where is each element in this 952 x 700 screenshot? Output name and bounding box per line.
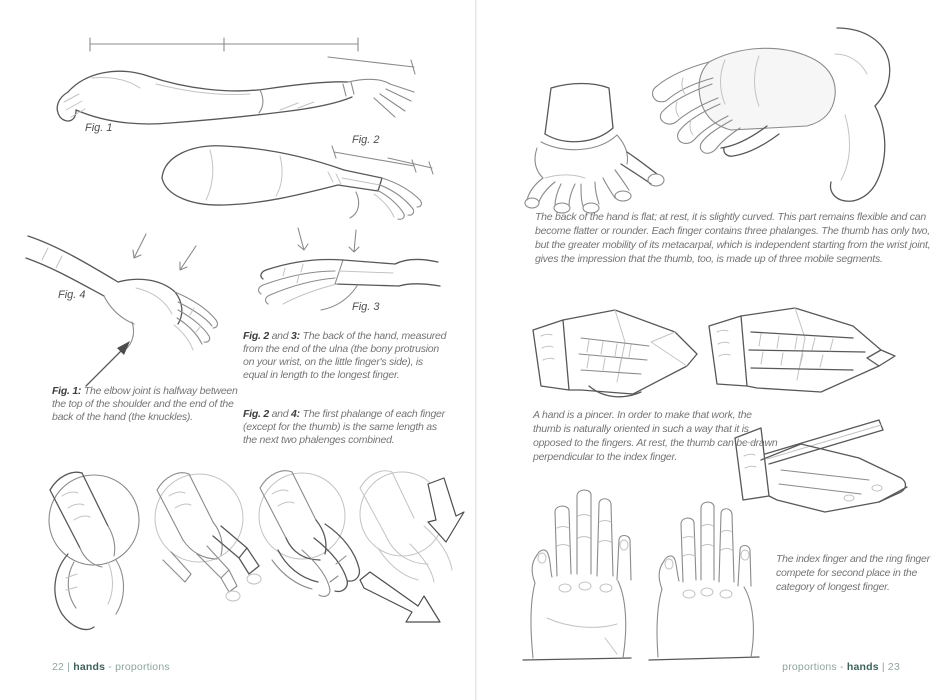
footer-right: [782, 661, 900, 673]
paragraph-back-of-hand: The back of the hand is flat; at rest, it is slightly curved. This part remains flexible and can become flatter or rounder. Each finger contains three phalanges. The thumb has only two, but the greater mobility of its metacarpal, which is independent starting from the wrist joint, gives the impression that the thumb, too, is made up of three mobile segments.: [535, 211, 931, 265]
caption-fig2-3: [243, 330, 448, 382]
caption-fig1-text: The elbow joint is halfway between the top of the shoulder and the end of the back of the hand (the knuckles).: [52, 385, 238, 423]
caption-fig2-4-ref2: 4:: [291, 408, 300, 420]
caption-fig2-3-and: and: [268, 330, 292, 342]
footer-right-chapter: hands: [846, 661, 879, 673]
faceted-hand-sketch-right: [703, 296, 899, 414]
fig4-hand-sketch: [26, 220, 234, 398]
footer-left-page-number: 22 |: [52, 661, 74, 673]
caption-fig2-4: [243, 408, 448, 447]
caption-fig2-4-ref1: Fig. 2: [243, 408, 269, 420]
paragraph-longest-finger: The index finger and the ring finger compete for second place in the category of longest finger.: [776, 553, 930, 593]
caption-fig2-4-and: and: [268, 408, 292, 420]
fig3-hand-sketch: [206, 226, 440, 328]
footer-left-section: - proportions: [105, 661, 170, 673]
caption-fig1-ref: Fig. 1:: [52, 385, 82, 397]
footer-left: [52, 661, 170, 673]
caption-fig2-3-ref1: Fig. 2: [243, 330, 269, 342]
faceted-hand-sketch-left: [529, 296, 711, 414]
caption-fig2-3-text: The back of the hand, measured from the end of the ulna (the bony protrusion on your wrist, on the little finger's side), is equal in length to the longest finger.: [243, 330, 447, 381]
hand-construction-sequence-sketch: [30, 460, 448, 665]
page-left: [0, 0, 475, 700]
footer-right-section: proportions -: [782, 661, 847, 673]
fig2-label: Fig. 2: [352, 134, 380, 146]
paragraph-pincer: A hand is a pincer. In order to make that work, the thumb is naturally oriented in such a way that it is opposed to the fingers. At rest, the thumb can be drawn perpendicular to the index finger.: [533, 409, 778, 463]
fig4-label: Fig. 4: [58, 289, 86, 301]
fig3-label: Fig. 3: [352, 301, 380, 313]
caption-fig2-4-text: The first phalange of each finger (except for the thumb) is the same length as the next two phalenges combined.: [243, 408, 445, 446]
footer-right-page-number: | 23: [878, 661, 900, 673]
bent-wrist-hand-sketch: [639, 20, 897, 218]
caption-fig1: [52, 385, 252, 424]
page-right: [477, 0, 952, 700]
caption-fig2-3-ref2: 3:: [291, 330, 300, 342]
upright-hands-sketch: [517, 476, 769, 668]
footer-left-chapter: hands: [73, 661, 106, 673]
fig1-label: Fig. 1: [85, 122, 113, 134]
